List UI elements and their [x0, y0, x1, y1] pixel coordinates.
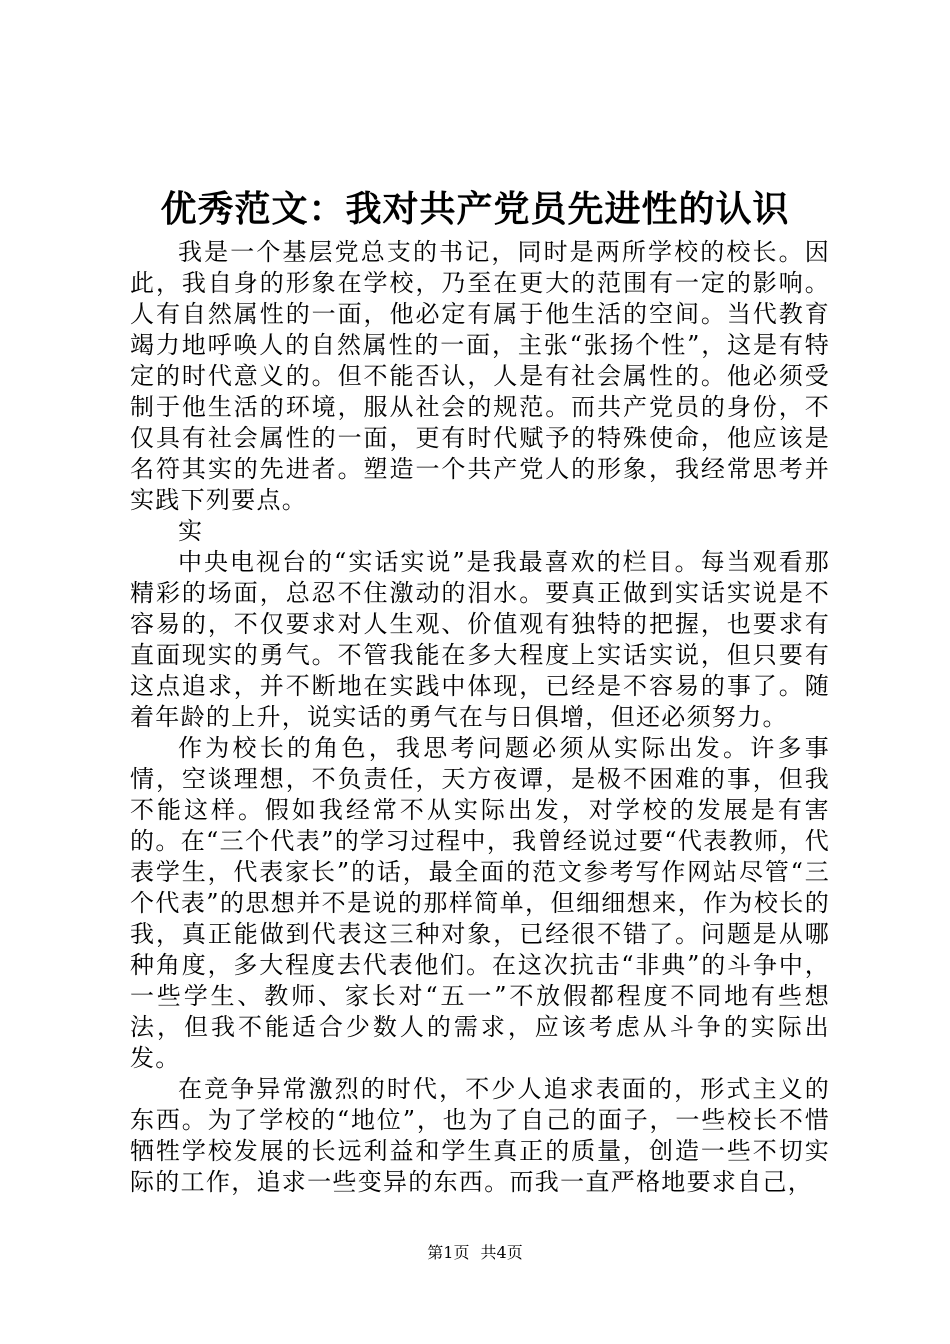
document-title: 优秀范文：我对共产党员先进性的认识 [160, 188, 790, 230]
section-heading-shi: 实 [178, 517, 204, 545]
paragraph-principal-role: 作为校长的角色，我思考问题必须从实际出发。许多事情，空谈理想，不负责任，天方夜谭，是极不困难的事，但我不能这样。假如我经常不从实际出发，对学校的发展是有害的。在“三个代表”的学习过程中，我曾经说过要“代表教师，代表学生，代表家长”的话，最全面的范文参考写作网站尽管“三个代表”的思想并不是说的那样简单，但细细想来，作为校长的我，真正能做到代表这三种对象，已经很不错了。问题是从哪种角度，多大程度去代表他们。在这次抗击“非典”的斗争中，一些学生、教师、家长对“五一”不放假都程度不同地有些想法，但我不能适合少数人的需求，应该考虑从斗争的实际出发。 [130, 734, 830, 1072]
paragraph-intro: 我是一个基层党总支的书记，同时是两所学校的校长。因此，我自身的形象在学校，乃至在更大的范围有一定的影响。人有自然属性的一面，他必定有属于他生活的空间。当代教育竭力地呼唤人的自然属性的一面，主张“张扬个性”，这是有特定的时代意义的。但不能否认，人是有社会属性的。他必须受制于他生活的环境，服从社会的规范。而共产党员的身份，不仅具有社会属性的一面，更有时代赋予的特殊使命，他应该是名符其实的先进者。塑造一个共产党人的形象，我经常思考并实践下列要点。 [130, 238, 830, 514]
document-body [130, 237, 830, 1198]
paragraph-competition: 在竞争异常激烈的时代，不少人追求表面的，形式主义的东西。为了学校的“地位”，也为了自己的面子，一些校长不惜牺牲学校发展的长远利益和学生真正的质量，创造一些不切实际的工作，追求一些变异的东西。而我一直严格地要求自己， [130, 1075, 830, 1196]
paragraph-truth-telling: 中央电视台的“实话实说”是我最喜欢的栏目。每当观看那精彩的场面，总忍不住激动的泪水。要真正做到实话实说是不容易的，不仅要求对人生观、价值观有独特的把握，也要求有直面现实的勇气。不管我能在多大程度上实话实说，但只要有这点追求，并不断地在实践中体现，已经是不容易的事了。随着年龄的上升，说实话的勇气在与日俱增，但还必须努力。 [130, 548, 830, 731]
page-number: 第1页 [427, 1243, 470, 1262]
page-footer [0, 1243, 950, 1263]
page-total: 共4页 [480, 1243, 523, 1262]
